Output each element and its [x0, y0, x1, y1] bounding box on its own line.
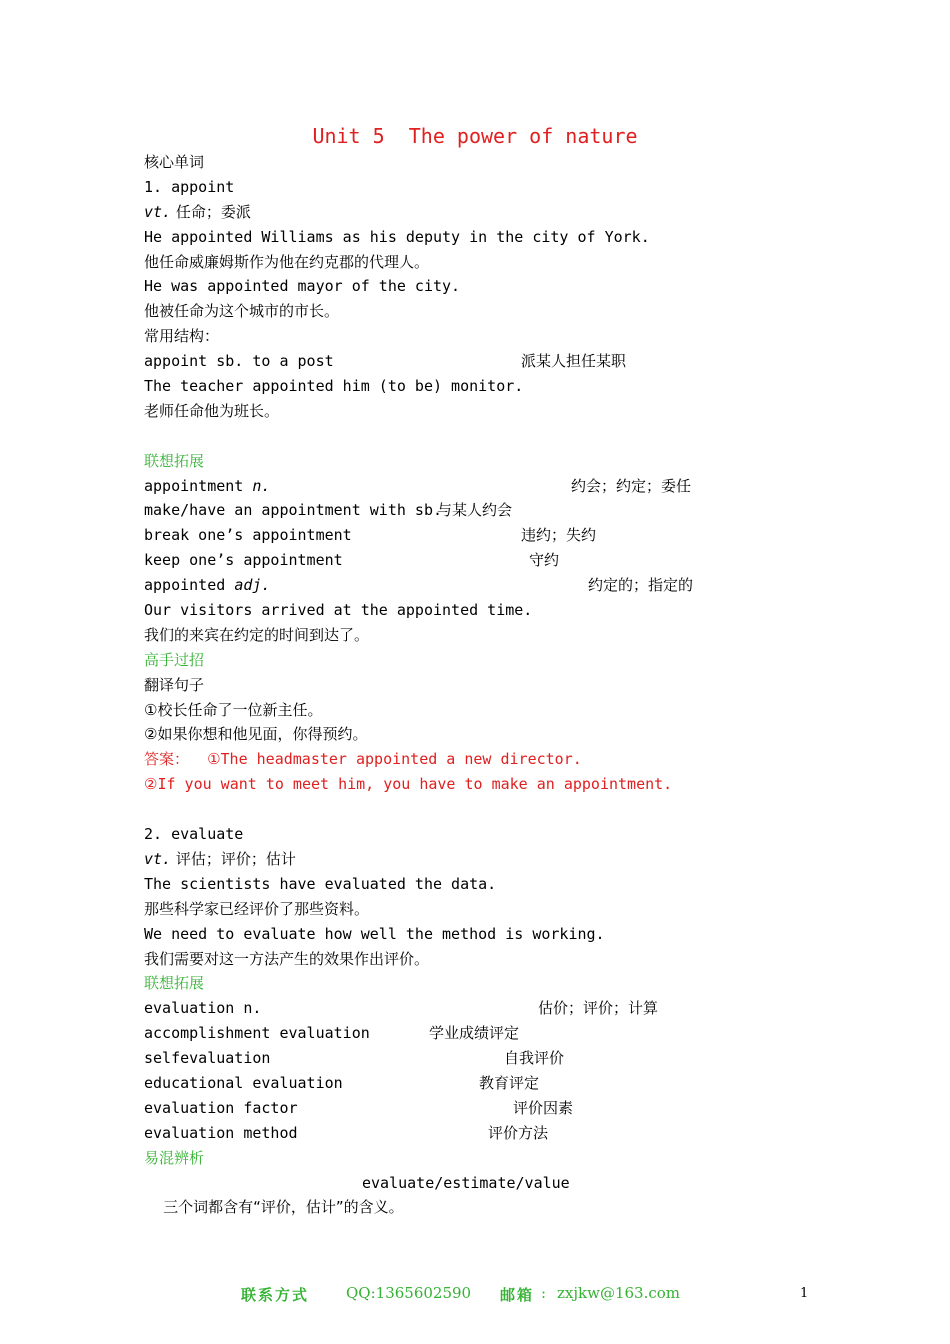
phrase-zh: 守约 — [529, 551, 560, 570]
pos-label: vt. — [144, 849, 172, 868]
phrase-en: evaluation factor — [144, 1098, 298, 1117]
phrase-zh: 估价；评价；计算 — [538, 999, 659, 1018]
word-heading: 2. evaluate — [144, 825, 244, 844]
phrase-en: evaluation n. — [144, 999, 262, 1018]
green-heading: 高手过招 — [144, 650, 205, 669]
phrase-en: appointment — [144, 476, 253, 495]
word-heading: 1. appoint — [144, 177, 235, 196]
phrase-row — [144, 1096, 824, 1121]
subheading: 常用结构： — [144, 327, 220, 346]
definition-text: 任命；委派 — [171, 202, 251, 221]
phrase-en: selfevaluation — [144, 1049, 271, 1068]
phrase-en: keep one’s appointment — [144, 551, 343, 570]
comparison-note: 三个词都含有“评价，估计”的含义。 — [144, 1198, 404, 1217]
answer-line — [144, 747, 824, 772]
phrase-zh: 评价因素 — [513, 1098, 574, 1117]
example-zh: 他任命威廉姆斯作为他在约克郡的代理人。 — [144, 252, 430, 271]
phrase-zh: 与某人约会 — [437, 501, 513, 520]
phrase-row — [144, 1046, 824, 1071]
phrase-en: appoint sb. to a post — [144, 352, 334, 371]
phrase-row — [144, 996, 824, 1021]
phrase-zh: 自我评价 — [504, 1049, 565, 1068]
phrase-en: accomplishment evaluation — [144, 1024, 370, 1043]
exercise-heading: 翻译句子 — [144, 675, 205, 694]
green-heading: 易混辨析 — [144, 1148, 205, 1167]
blank-line — [144, 797, 824, 822]
comparison-words: evaluate/estimate/value — [362, 1173, 570, 1192]
pos-label: n. — [252, 476, 271, 495]
example-en: He was appointed mayor of the city. — [144, 277, 461, 296]
definition-text: 评估；评价；估计 — [171, 849, 296, 868]
example-zh: 老师任命他为班长。 — [144, 401, 280, 420]
green-heading: 联想拓展 — [144, 451, 205, 470]
phrase-row — [144, 1021, 824, 1046]
phrase-zh: 约定的；指定的 — [588, 576, 694, 595]
answer-label: 答案： — [144, 750, 190, 769]
phrase-zh: 评价方法 — [488, 1123, 549, 1142]
pos-label: vt. — [144, 202, 172, 221]
phrase-row — [144, 498, 824, 523]
example-zh: 那些科学家已经评价了那些资料。 — [144, 899, 370, 918]
phrase-row — [144, 474, 824, 499]
phrase-row — [144, 1121, 824, 1146]
phrase-row — [144, 349, 824, 374]
phrase-row — [144, 548, 824, 573]
answer-text: ①The headmaster appointed a new director. — [189, 750, 582, 769]
example-zh: 我们需要对这一方法产生的效果作出评价。 — [144, 949, 430, 968]
example-zh: 他被任命为这个城市的市长。 — [144, 302, 340, 321]
footer-contact-label: 联系方式 — [241, 1286, 310, 1304]
section-heading: 核心单词 — [144, 153, 205, 171]
blank-line — [144, 424, 824, 449]
example-en: The teacher appointed him (to be) monitor. — [144, 377, 524, 396]
phrase-row — [144, 573, 824, 598]
footer-mail: zxjkw@163.com — [557, 1284, 680, 1302]
exercise-item: ②如果你想和他见面，你得预约。 — [144, 725, 368, 744]
page-number: 1 — [800, 1286, 809, 1301]
pos-label: adj. — [234, 576, 271, 595]
definition-line — [144, 847, 824, 872]
phrase-zh: 学业成绩评定 — [429, 1024, 520, 1043]
example-en: The scientists have evaluated the data. — [144, 874, 497, 893]
example-en: We need to evaluate how well the method is working. — [144, 924, 605, 943]
example-en: He appointed Williams as his deputy in the city of York. — [144, 227, 650, 246]
answer-line: ②If you want to meet him, you have to make an appointment. — [144, 775, 673, 794]
phrase-zh: 约会；约定；委任 — [571, 476, 692, 495]
footer-mail-label: 邮箱 — [500, 1286, 535, 1304]
footer-mail-colon: : — [541, 1284, 547, 1302]
example-en: Our visitors arrived at the appointed time. — [144, 601, 533, 620]
phrase-en: make/have an appointment with sb. — [144, 501, 443, 520]
page-title: Unit 5 The power of nature — [312, 124, 638, 148]
phrase-row — [144, 523, 824, 548]
definition-line — [144, 200, 824, 225]
phrase-en: appointed — [144, 576, 235, 595]
phrase-zh: 教育评定 — [479, 1073, 540, 1092]
phrase-row — [144, 1071, 824, 1096]
phrase-zh: 派某人担任某职 — [521, 352, 627, 371]
phrase-zh: 违约；失约 — [521, 526, 597, 545]
green-heading: 联想拓展 — [144, 974, 205, 993]
example-zh: 我们的来宾在约定的时间到达了。 — [144, 625, 370, 644]
phrase-en: break one’s appointment — [144, 526, 352, 545]
document-body — [144, 150, 824, 1220]
phrase-en: educational evaluation — [144, 1073, 343, 1092]
footer-qq: QQ:1365602590 — [346, 1284, 472, 1302]
exercise-item: ①校长任命了一位新主任。 — [144, 700, 323, 719]
phrase-en: evaluation method — [144, 1123, 298, 1142]
